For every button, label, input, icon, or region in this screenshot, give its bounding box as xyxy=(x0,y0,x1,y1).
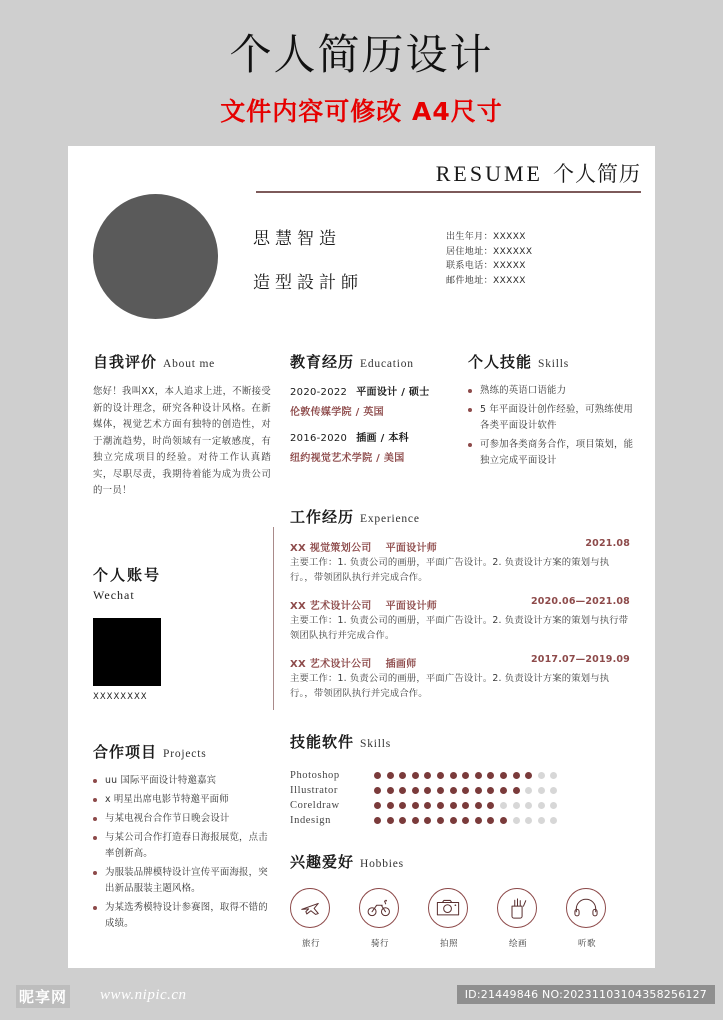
experience-heading-cn: 工作经历 xyxy=(290,508,355,526)
bicycle-icon xyxy=(359,888,399,928)
rating-dot-filled xyxy=(387,772,394,779)
experience-body: 主要工作：1. 负责公司的画册，平面广告设计。2. 负责设计方案的策划与执行。，带领团队执行并完成合作。 xyxy=(290,673,610,699)
experience-company: XX 艺术设计公司 xyxy=(290,659,372,670)
experience-heading xyxy=(290,506,630,527)
rating-dot-filled xyxy=(487,787,494,794)
hobby-label: 绘画 xyxy=(508,939,527,949)
list-item: uu 国际平面设计特邀嘉宾 xyxy=(93,773,275,789)
rating-dot-empty xyxy=(538,802,545,809)
hobby-label: 骑行 xyxy=(370,939,389,949)
account-section xyxy=(93,564,271,702)
software-section xyxy=(290,731,630,828)
about-section xyxy=(93,351,271,500)
skills-heading-cn: 个人技能 xyxy=(468,353,533,371)
software-rating-dots xyxy=(374,772,557,779)
projects-heading-cn: 合作项目 xyxy=(93,743,158,761)
skills-heading xyxy=(468,351,636,372)
experience-item xyxy=(290,596,630,643)
experience-company: XX 艺术设计公司 xyxy=(290,601,372,612)
hobby-item-painting xyxy=(497,888,539,949)
projects-list xyxy=(93,773,275,932)
rating-dot-empty xyxy=(525,787,532,794)
resume-page xyxy=(68,146,655,968)
resume-header-title xyxy=(436,158,641,188)
rating-dot-filled xyxy=(424,787,431,794)
projects-heading xyxy=(93,741,275,762)
rating-dot-empty xyxy=(550,772,557,779)
education-line xyxy=(290,383,455,398)
candidate-role: 造型設計師 xyxy=(253,273,363,293)
education-item xyxy=(290,429,455,464)
list-item: 与某电视台合作节日晚会设计 xyxy=(93,811,275,827)
hobby-label: 拍照 xyxy=(439,939,458,949)
resume-title-cn: 个人简历 xyxy=(553,162,641,186)
rating-dot-filled xyxy=(424,802,431,809)
rating-dot-filled xyxy=(450,772,457,779)
rating-dot-filled xyxy=(450,802,457,809)
list-item: 可参加各类商务合作，项目策划，能独立完成平面设计 xyxy=(468,437,636,469)
rating-dot-filled xyxy=(387,817,394,824)
rating-dot-empty xyxy=(538,772,545,779)
contact-email: 邮件地址：XXXXX xyxy=(446,275,526,286)
contact-birth: 出生年月：XXXXX xyxy=(446,232,526,242)
rating-dot-filled xyxy=(450,787,457,794)
hobby-item-travel xyxy=(290,888,332,949)
education-school: 伦敦传媒学院 / 英国 xyxy=(290,407,384,418)
list-item: 熟练的英语口语能力 xyxy=(468,383,636,399)
experience-role: 插画师 xyxy=(385,659,417,670)
software-rating-dots xyxy=(374,817,557,824)
experience-date: 2020.06—2021.08 xyxy=(530,596,630,607)
rating-dot-filled xyxy=(399,772,406,779)
header-divider xyxy=(256,191,641,193)
rating-dot-filled xyxy=(387,787,394,794)
rating-dot-filled xyxy=(513,772,520,779)
software-rating-row xyxy=(290,768,630,783)
education-school: 纽约视觉艺术学院 / 美国 xyxy=(290,453,405,464)
rating-dot-filled xyxy=(462,817,469,824)
hobby-label: 旅行 xyxy=(301,939,320,949)
contact-phone: 联系电话：XXXXX xyxy=(446,261,526,271)
software-name: Coreldraw xyxy=(290,800,340,811)
rating-dot-filled xyxy=(424,817,431,824)
skills-list xyxy=(468,383,636,469)
account-heading-cn: 个人账号 xyxy=(93,566,162,584)
rating-dot-filled xyxy=(437,817,444,824)
avatar xyxy=(93,194,218,319)
education-period: 2016-2020 xyxy=(290,433,348,444)
about-body: 您好！我叫XX，本人追求上进，不断接受新的设计理念，研究各种设计风格。在新媒体，视觉艺术方面有独特的创造性，对于潮流趋势，时尚领域有一定敏感度，有独立完成项目的经验。对待工作认真踏实，尽职尽责，我期待着能为成为贵公司的一员！ xyxy=(93,386,271,496)
rating-dot-empty xyxy=(513,817,520,824)
rating-dot-filled xyxy=(513,787,520,794)
qr-code-caption: XXXXXXXX xyxy=(93,692,148,702)
rating-dot-filled xyxy=(475,787,482,794)
rating-dot-empty xyxy=(550,787,557,794)
rating-dot-empty xyxy=(513,802,520,809)
rating-dot-filled xyxy=(374,772,381,779)
experience-date: 2017.07—2019.09 xyxy=(530,654,630,665)
rating-dot-filled xyxy=(412,772,419,779)
promo-banner xyxy=(0,0,723,146)
skills-heading-en: Skills xyxy=(538,358,570,370)
software-rating-dots xyxy=(374,787,557,794)
experience-company: XX 视觉策划公司 xyxy=(290,543,372,554)
hobby-item-music xyxy=(566,888,608,949)
hobby-label: 听歌 xyxy=(577,939,596,949)
list-item: 与某公司合作打造春日海报展览，点击率创新高。 xyxy=(93,830,275,862)
experience-item xyxy=(290,538,630,585)
list-item: 为服装品牌模特设计宣传平面海报，突出新品服装主题风格。 xyxy=(93,865,275,897)
candidate-name: 思慧智造 xyxy=(253,229,341,249)
paint-brush-icon xyxy=(497,888,537,928)
rating-dot-filled xyxy=(399,787,406,794)
projects-heading-en: Projects xyxy=(163,748,207,760)
experience-body: 主要工作：1. 负责公司的画册，平面广告设计。2. 负责设计方案的策划与执行。，带领团队执行并完成合作。 xyxy=(290,557,610,583)
experience-item xyxy=(290,654,630,701)
rating-dot-filled xyxy=(412,802,419,809)
hobbies-heading-en: Hobbies xyxy=(360,858,404,870)
hobby-item-cycling xyxy=(359,888,401,949)
rating-dot-filled xyxy=(525,772,532,779)
rating-dot-filled xyxy=(387,802,394,809)
list-item: x 明星出席电影节特邀平面师 xyxy=(93,792,275,808)
rating-dot-filled xyxy=(487,802,494,809)
software-name: Photoshop xyxy=(290,770,340,781)
education-degree: 平面设计 / 硕士 xyxy=(356,387,430,398)
rating-dot-empty xyxy=(525,817,532,824)
rating-dot-filled xyxy=(437,787,444,794)
about-heading xyxy=(93,351,271,372)
about-heading-cn: 自我评价 xyxy=(93,353,158,371)
promo-title: 个人简历设计 xyxy=(229,30,494,79)
rating-dot-filled xyxy=(374,802,381,809)
account-heading-en: Wechat xyxy=(93,588,135,602)
rating-dot-filled xyxy=(500,817,507,824)
promo-subtitle: 文件内容可修改 A4尺寸 xyxy=(220,97,503,126)
site-url: www.nipic.cn xyxy=(100,987,187,1003)
contact-info xyxy=(446,230,532,288)
rating-dot-filled xyxy=(487,817,494,824)
education-line xyxy=(290,429,455,444)
experience-head xyxy=(290,538,630,552)
airplane-icon xyxy=(290,888,330,928)
education-heading-cn: 教育经历 xyxy=(290,353,355,371)
rating-dot-filled xyxy=(475,802,482,809)
projects-section xyxy=(93,741,275,948)
rating-dot-filled xyxy=(500,772,507,779)
rating-dot-empty xyxy=(538,787,545,794)
rating-dot-filled xyxy=(412,787,419,794)
rating-dot-filled xyxy=(500,787,507,794)
rating-dot-filled xyxy=(462,787,469,794)
software-rating-dots xyxy=(374,802,557,809)
watermark-footer xyxy=(0,968,723,1020)
rating-dot-filled xyxy=(437,772,444,779)
experience-head xyxy=(290,596,630,610)
rating-dot-filled xyxy=(424,772,431,779)
site-logo: 昵享网 xyxy=(16,985,70,1008)
experience-date: 2021.08 xyxy=(585,538,630,549)
rating-dot-filled xyxy=(487,772,494,779)
experience-section xyxy=(290,506,630,701)
rating-dot-empty xyxy=(550,802,557,809)
rating-dot-empty xyxy=(538,817,545,824)
rating-dot-filled xyxy=(399,802,406,809)
education-degree: 插画 / 本科 xyxy=(356,433,409,444)
experience-body: 主要工作：1. 负责公司的画册，平面广告设计。2. 负责设计方案的策划与执行带领团队执行并完成合作。 xyxy=(290,615,629,641)
headphones-icon xyxy=(566,888,606,928)
rating-dot-filled xyxy=(462,802,469,809)
software-rating-list xyxy=(290,768,630,828)
hobbies-heading-cn: 兴趣爱好 xyxy=(290,853,355,871)
education-item xyxy=(290,383,455,418)
experience-role: 平面设计师 xyxy=(385,543,438,554)
experience-heading-en: Experience xyxy=(360,513,420,525)
software-name: Indesign xyxy=(290,815,331,826)
software-heading xyxy=(290,731,630,752)
list-item: 5 年平面设计创作经验，可熟练使用各类平面设计软件 xyxy=(468,402,636,434)
education-heading-en: Education xyxy=(360,358,414,370)
education-period: 2020-2022 xyxy=(290,387,348,398)
hobbies-heading xyxy=(290,851,630,872)
software-rating-row xyxy=(290,783,630,798)
experience-role: 平面设计师 xyxy=(385,601,438,612)
about-heading-en: About me xyxy=(163,358,216,370)
column-divider xyxy=(273,527,274,710)
rating-dot-filled xyxy=(475,772,482,779)
software-heading-en: Skills xyxy=(360,738,392,750)
experience-head xyxy=(290,654,630,668)
qr-code-image xyxy=(93,618,161,686)
resume-title-en: RESUME xyxy=(435,161,543,186)
rating-dot-filled xyxy=(374,817,381,824)
rating-dot-filled xyxy=(437,802,444,809)
rating-dot-filled xyxy=(462,772,469,779)
rating-dot-empty xyxy=(550,817,557,824)
education-heading xyxy=(290,351,455,372)
rating-dot-filled xyxy=(475,817,482,824)
rating-dot-filled xyxy=(412,817,419,824)
software-rating-row xyxy=(290,813,630,828)
hobby-item-photo xyxy=(428,888,470,949)
list-item: 为某选秀模特设计参赛图，取得不错的成绩。 xyxy=(93,900,275,932)
education-section xyxy=(290,351,455,464)
hobbies-section xyxy=(290,851,630,949)
contact-address: 居住地址：XXXXXX xyxy=(446,246,533,257)
asset-id-badge: ID:21449846 NO:20231103104358256127 xyxy=(457,985,715,1004)
rating-dot-empty xyxy=(500,802,507,809)
rating-dot-filled xyxy=(374,787,381,794)
rating-dot-empty xyxy=(525,802,532,809)
rating-dot-filled xyxy=(450,817,457,824)
hobbies-list xyxy=(290,888,630,949)
software-heading-cn: 技能软件 xyxy=(290,733,355,751)
software-name: Illustrator xyxy=(290,785,339,796)
skills-section xyxy=(468,351,636,485)
software-rating-row xyxy=(290,798,630,813)
camera-icon xyxy=(428,888,468,928)
rating-dot-filled xyxy=(399,817,406,824)
